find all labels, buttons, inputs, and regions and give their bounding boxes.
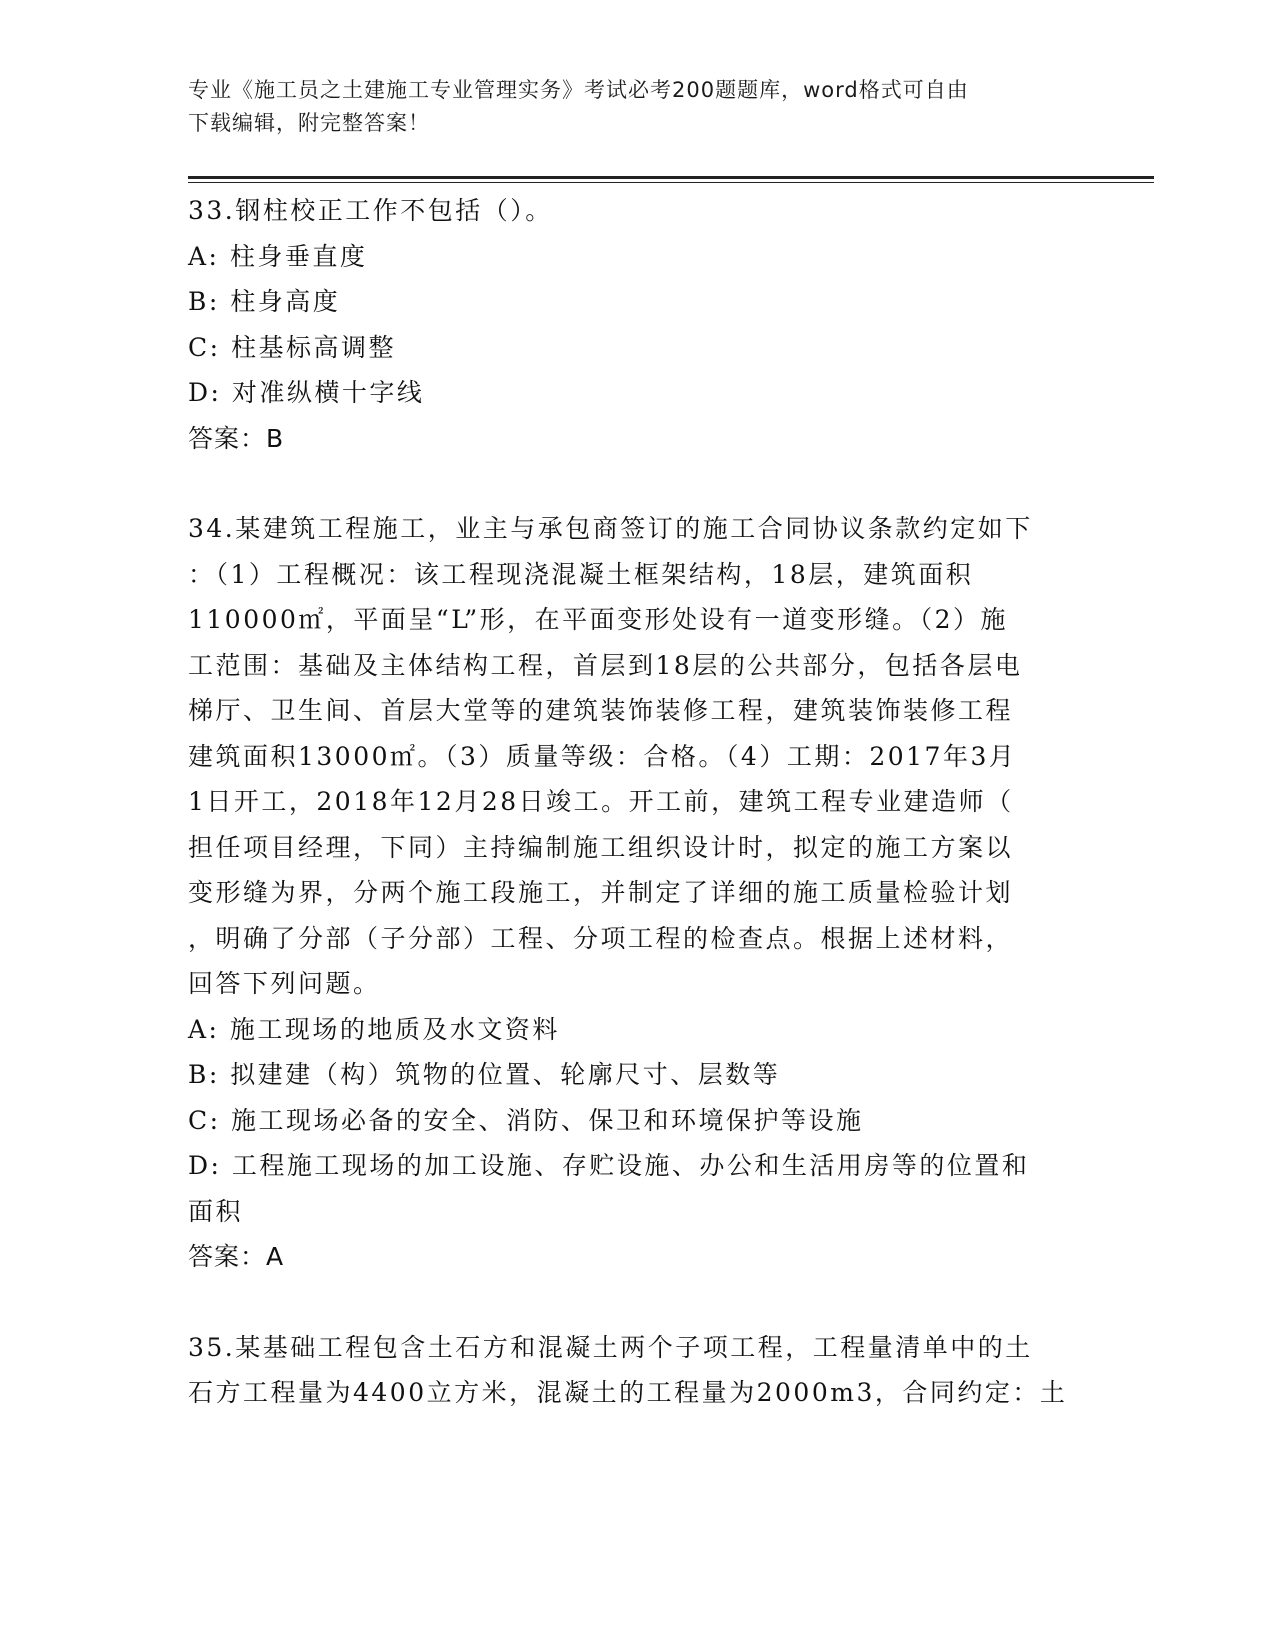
header-line-1: 专业《施工员之土建施工专业管理实务》考试必考200题题库，word格式可自由 [188,78,969,102]
question-list [188,188,1078,1416]
option-c: C: 柱基标高调整 [188,332,396,362]
question-text-line: 工范围：基础及主体结构工程，首层到18层的公共部分，包括各层电 [188,650,1023,680]
document-header [188,74,1088,140]
question-33 [188,188,1078,461]
question-text-line: 110000㎡，平面呈“L”形，在平面变形处设有一道变形缝。（2）施 [188,605,1009,634]
question-text-line: 建筑面积13000㎡。（3）质量等级：合格。（4）工期：2017年3月 [188,741,1017,771]
option-a: A: 柱身垂直度 [188,241,368,271]
spacer [188,1280,1078,1325]
option-c: C: 施工现场必备的安全、消防、保卫和环境保护等设施 [188,1105,864,1135]
question-text-line: 石方工程量为4400立方米，混凝土的工程量为2000m3，合同约定：土 [188,1378,1068,1407]
option-d: D: 工程施工现场的加工设施、存贮设施、办公和生活用房等的位置和 [188,1151,1030,1180]
question-text-line: 35.某基础工程包含土石方和混凝土两个子项工程，工程量清单中的土 [188,1332,1033,1362]
question-text-line: 1日开工，2018年12月28日竣工。开工前，建筑工程专业建造师（ [188,787,1014,816]
option-a: A: 施工现场的地质及水文资料 [188,1014,560,1044]
option-b: B: 拟建建（构）筑物的位置、轮廓尺寸、层数等 [188,1060,781,1089]
question-35 [188,1325,1078,1416]
question-text-line: 33.钢柱校正工作不包括（）。 [188,196,553,225]
question-text-line: 回答下列问题。 [188,969,381,998]
option-d: D: 对准纵横十字线 [188,378,425,407]
answer: 答案：A [188,1242,285,1271]
question-text-line: 变形缝为界，分两个施工段施工，并制定了详细的施工质量检验计划 [188,878,1014,907]
question-34 [188,506,1078,1280]
header-divider-thick [188,176,1154,179]
header-line-2: 下载编辑，附完整答案！ [188,111,430,135]
option-b: B: 柱身高度 [188,287,341,316]
spacer [188,461,1078,506]
question-text-line: 34.某建筑工程施工，业主与承包商签订的施工合同协议条款约定如下 [188,514,1033,543]
question-text-line: 担任项目经理，下同）主持编制施工组织设计时，拟定的施工方案以 [188,832,1014,862]
question-text-line: ：（1）工程概况：该工程现浇混凝土框架结构，18层，建筑面积 [188,559,974,589]
header-divider-thin [188,182,1154,183]
option-d-continuation: 面积 [188,1196,244,1226]
question-text-line: ，明确了分部（子分部）工程、分项工程的检查点。根据上述材料， [188,923,1014,953]
question-text-line: 梯厅、卫生间、首层大堂等的建筑装饰装修工程，建筑装饰装修工程 [188,696,1014,725]
answer: 答案：B [188,423,285,453]
